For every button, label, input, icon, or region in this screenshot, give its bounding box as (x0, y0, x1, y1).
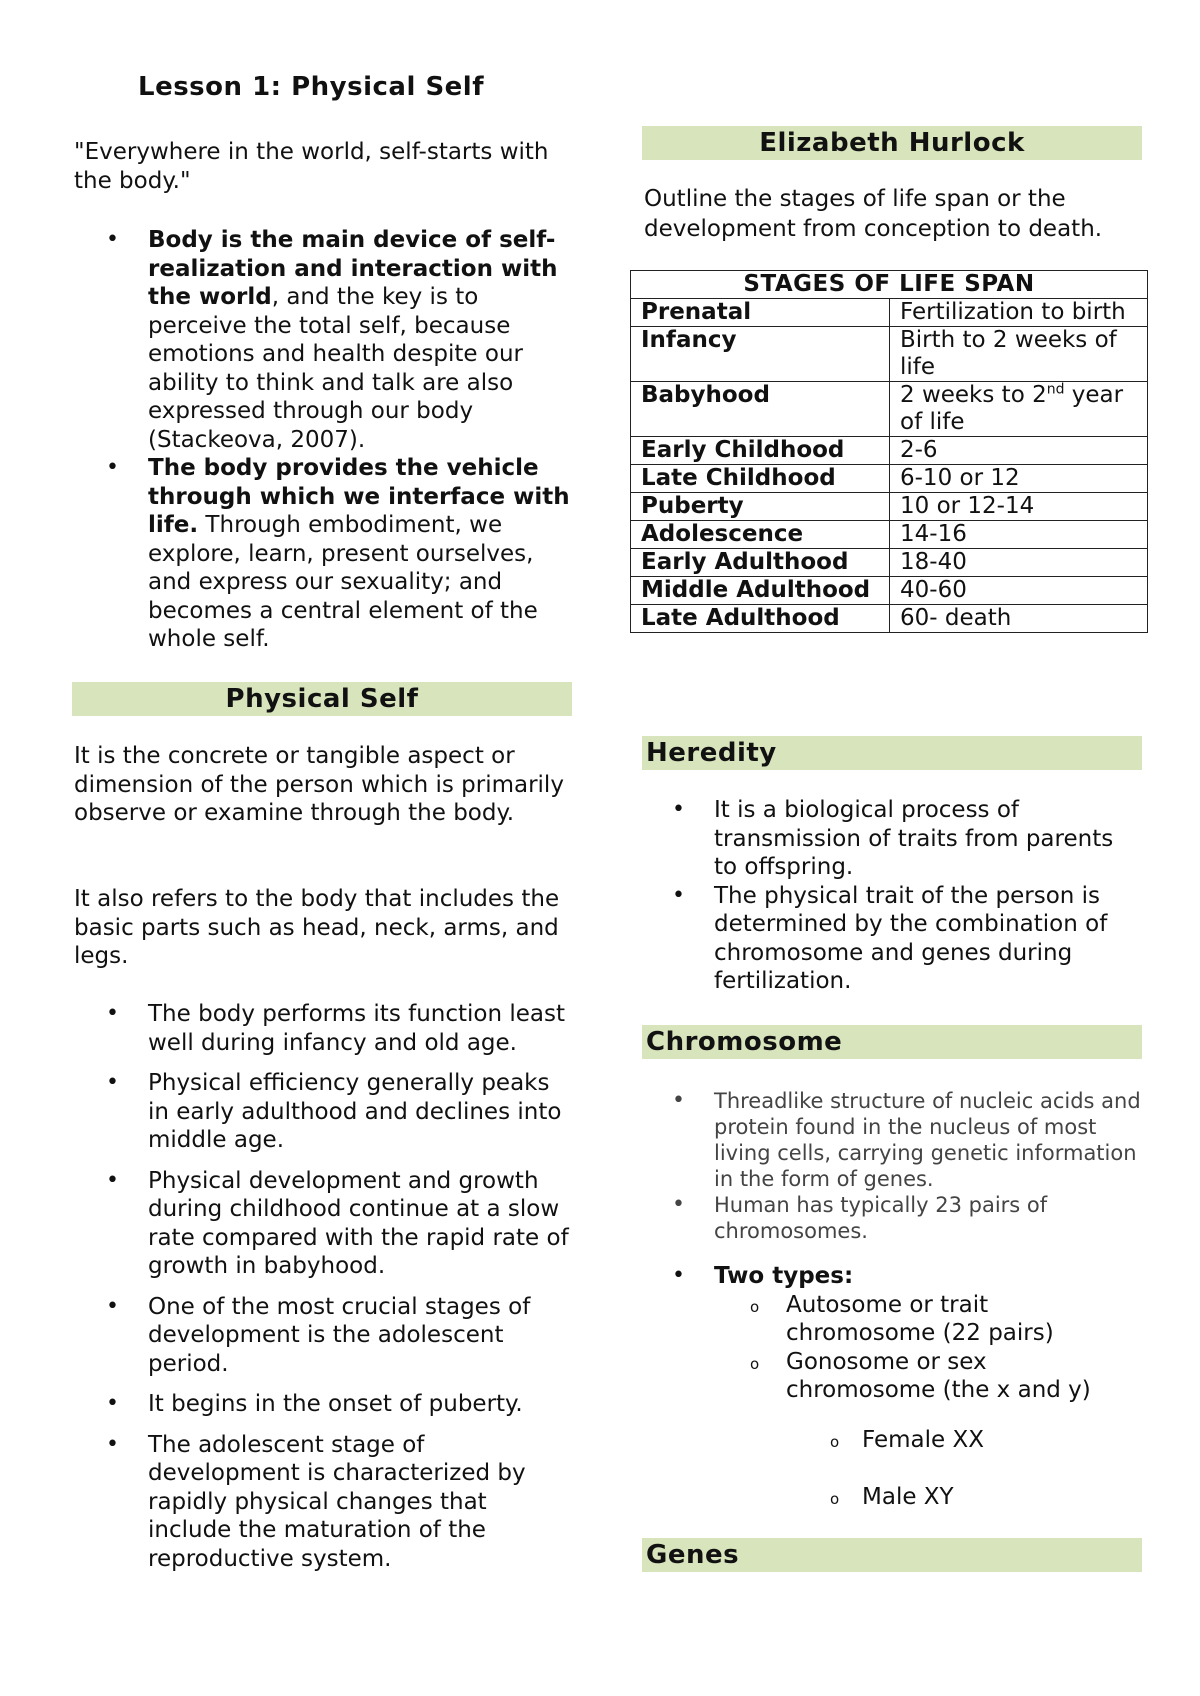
bullet-bold: The body provides the vehicle through which we interface with life. (148, 455, 570, 538)
stage-cell: Late Adulthood (631, 605, 890, 633)
list-item: • The body performs its function least well during infancy and old age. (76, 1000, 576, 1057)
list-item: o Gonosome or sex chromosome (the x and y) (642, 1348, 1142, 1405)
list-item: o Autosome or trait chromosome (22 pairs) (642, 1291, 1142, 1348)
period-cell: 2-6 (890, 437, 1148, 465)
list-item: • Threadlike structure of nucleic acids and protein found in the nucleus of most living cells, carrying genetic information in the form of genes. (642, 1088, 1142, 1192)
list-item: • It begins in the onset of puberty. (76, 1390, 576, 1419)
bullet-text: , and the key is to perceive the total self, because emotions and health despite our ability to think and talk are also expressed through our body (Stackeova, 2007). (148, 284, 523, 453)
period-text: year of life (900, 382, 1124, 435)
list-item: • Human has typically 23 pairs of chromosomes. (642, 1192, 1142, 1244)
stage-cell: Puberty (631, 493, 890, 521)
section-heading-chromosome: Chromosome (642, 1025, 1142, 1059)
types-label: Two types: (714, 1263, 854, 1289)
table-row (631, 465, 1148, 493)
list-item (76, 226, 576, 454)
table-row (631, 299, 1148, 327)
bullet-text: Through embodiment, we explore, learn, present ourselves, and express our sexuality; and becomes a central element of the whole self. (148, 512, 538, 652)
ordinal-suffix: nd (1046, 381, 1065, 398)
period-cell: 10 or 12-14 (890, 493, 1148, 521)
physical-self-para-2: It also refers to the body that includes the basic parts such as head, neck, arms, and legs. (74, 886, 560, 969)
physical-self-para-1: It is the concrete or tangible aspect or dimension of the person which is primarily observe or examine through the body. (74, 743, 564, 826)
page-title: Lesson 1: Physical Self (138, 72, 485, 102)
stage-cell: Prenatal (631, 299, 890, 327)
stage-cell: Early Childhood (631, 437, 890, 465)
period-text: 2 weeks to 2 (900, 382, 1047, 408)
sex-chromosome-list (790, 1426, 1150, 1511)
table-row (631, 521, 1148, 549)
section-heading-genes: Genes (642, 1538, 1142, 1572)
table-row (631, 493, 1148, 521)
heredity-bullet-list (642, 796, 1142, 996)
bullet-bold: Body is the main device of self-realization and interaction with the world (148, 227, 558, 310)
table-row (631, 577, 1148, 605)
period-cell: 6-10 or 12 (890, 465, 1148, 493)
period-cell: 14-16 (890, 521, 1148, 549)
list-item: • It is a biological process of transmission of traits from parents to offspring. (642, 796, 1142, 882)
chromosome-bullet-list (642, 1088, 1142, 1244)
period-cell: 18-40 (890, 549, 1148, 577)
section-heading-elizabeth-hurlock: Elizabeth Hurlock (642, 126, 1142, 160)
table-row (631, 382, 1148, 437)
list-item: • The physical trait of the person is determined by the combination of chromosome and genes during fertilization. (642, 882, 1142, 996)
list-item: • One of the most crucial stages of development is the adolescent period. (76, 1293, 576, 1379)
table-row (631, 327, 1148, 382)
stage-cell: Early Adulthood (631, 549, 890, 577)
physical-self-bullet-list (76, 1000, 576, 1573)
section-heading-physical-self: Physical Self (72, 682, 572, 716)
list-item (76, 454, 576, 654)
period-cell (890, 382, 1148, 437)
stages-table (630, 270, 1148, 633)
list-item: • Physical efficiency generally peaks in early adulthood and declines into middle age. (76, 1069, 576, 1155)
types-sublist (642, 1291, 1142, 1405)
list-item: • The adolescent stage of development is characterized by rapidly physical changes that include the maturation of the reproductive system. (76, 1431, 576, 1574)
period-cell: 60- death (890, 605, 1148, 633)
list-item: • Physical development and growth during childhood continue at a slow rate compared with the rapid rate of growth in babyhood. (76, 1167, 576, 1281)
table-title: STAGES OF LIFE SPAN (631, 271, 1148, 299)
stage-cell: Adolescence (631, 521, 890, 549)
period-cell: Birth to 2 weeks of life (890, 327, 1148, 382)
period-cell: 40-60 (890, 577, 1148, 605)
hurlock-description: Outline the stages of life span or the development from conception to death. (644, 186, 1103, 242)
table-row (631, 437, 1148, 465)
period-cell: Fertilization to birth (890, 299, 1148, 327)
list-item: o Male XY (790, 1483, 1150, 1512)
list-item: o Female XX (790, 1426, 1150, 1455)
quote: "Everywhere in the world, self-starts with the body." (74, 139, 549, 194)
stage-cell: Late Childhood (631, 465, 890, 493)
stage-cell: Infancy (631, 327, 890, 382)
chromosome-types-list (642, 1262, 1142, 1405)
intro-bullet-list (76, 226, 576, 654)
stage-cell: Middle Adulthood (631, 577, 890, 605)
table-row (631, 605, 1148, 633)
list-item (642, 1262, 1142, 1405)
stage-cell: Babyhood (631, 382, 890, 437)
table-row (631, 549, 1148, 577)
section-heading-heredity: Heredity (642, 736, 1142, 770)
